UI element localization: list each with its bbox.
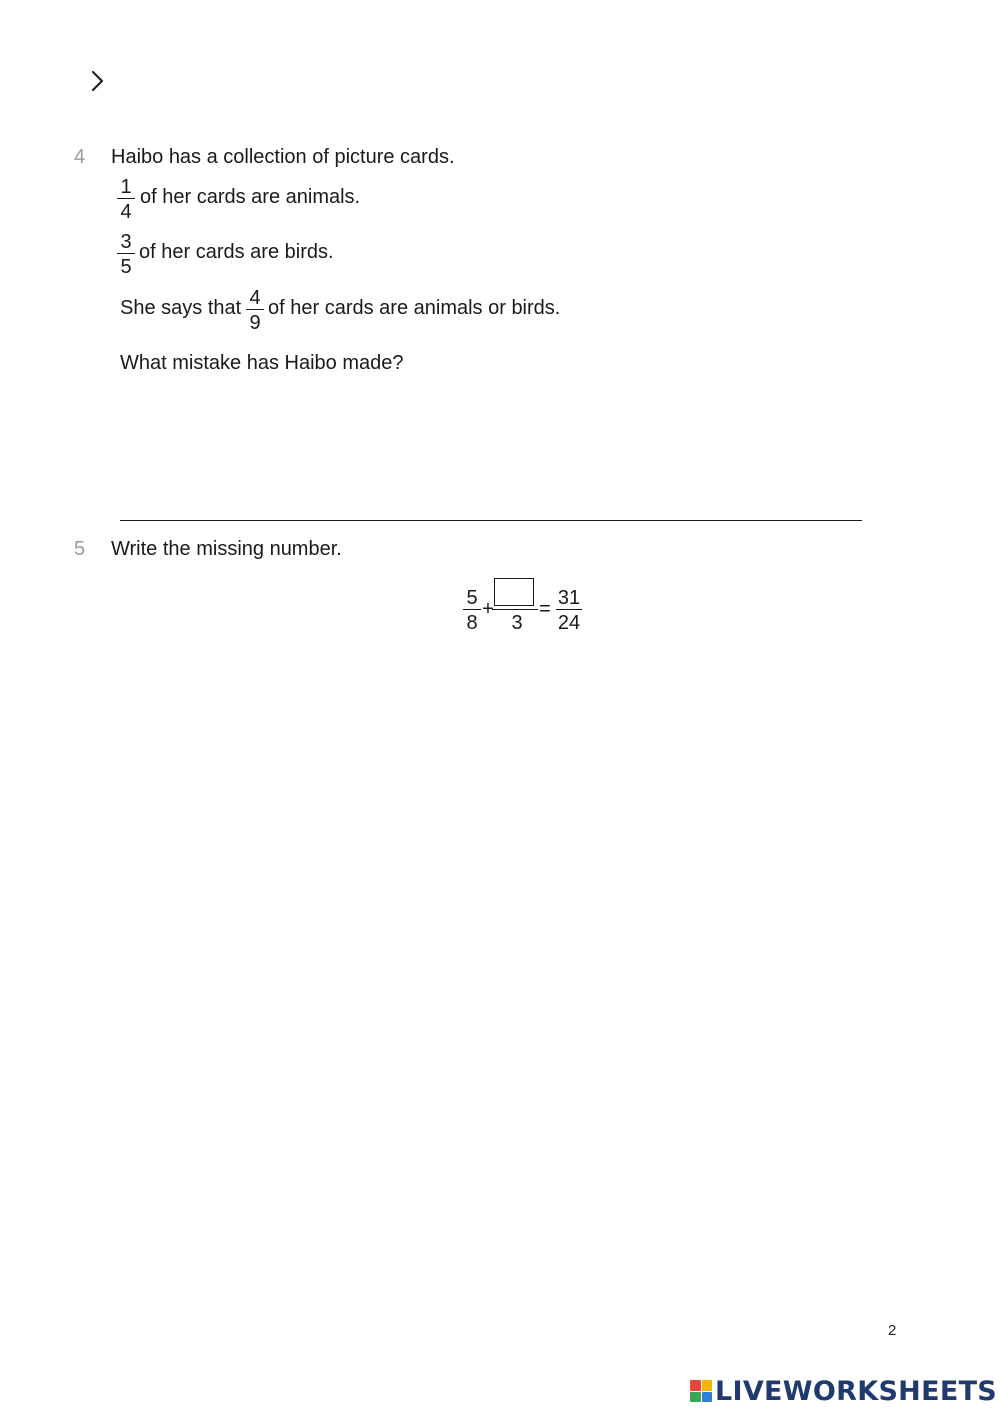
logo-square (690, 1380, 701, 1391)
question-intro: Haibo has a collection of picture cards. (111, 146, 455, 168)
fraction-denominator: 8 (466, 612, 478, 634)
plus-sign: + (482, 598, 494, 620)
fraction-numerator: 1 (117, 176, 135, 199)
fraction-denominator: 4 (120, 201, 132, 223)
logo-text: LIVEWORKSHEETS (715, 1375, 998, 1407)
chevron-right-icon[interactable] (86, 64, 110, 98)
liveworksheets-logo[interactable] (690, 1374, 997, 1408)
fraction-denominator: 5 (120, 256, 132, 278)
logo-square (702, 1380, 713, 1391)
fraction-numerator: 4 (246, 287, 264, 310)
equals-sign: = (539, 598, 551, 620)
fraction-numerator: 5 (463, 587, 481, 610)
question-number: 5 (74, 538, 86, 560)
fraction-denominator: 9 (249, 312, 261, 334)
fraction-denominator: 24 (557, 612, 581, 634)
question-prompt: Write the missing number. (111, 538, 342, 560)
fraction-five-eighths (463, 587, 481, 634)
missing-number-input[interactable] (494, 578, 534, 606)
fraction-numerator: 3 (117, 231, 135, 254)
logo-square (702, 1392, 713, 1403)
birds-statement: of her cards are birds. (139, 241, 334, 263)
fraction-bar (492, 609, 538, 610)
fraction-four-ninths (246, 287, 264, 334)
answer-line[interactable] (120, 520, 862, 521)
question-number: 4 (74, 146, 86, 168)
fraction-one-quarter (117, 176, 135, 223)
claim-suffix: of her cards are animals or birds. (268, 297, 561, 319)
fraction-three-fifths (117, 231, 135, 278)
page-number: 2 (888, 1322, 897, 1339)
question-prompt: What mistake has Haibo made? (120, 352, 404, 374)
fraction-denominator: 3 (511, 612, 523, 634)
logo-square (690, 1392, 701, 1403)
logo-grid-icon (690, 1380, 712, 1402)
claim-prefix: She says that (120, 297, 242, 319)
fraction-result (556, 587, 582, 634)
animals-statement: of her cards are animals. (140, 186, 361, 208)
fraction-numerator: 31 (557, 587, 581, 609)
